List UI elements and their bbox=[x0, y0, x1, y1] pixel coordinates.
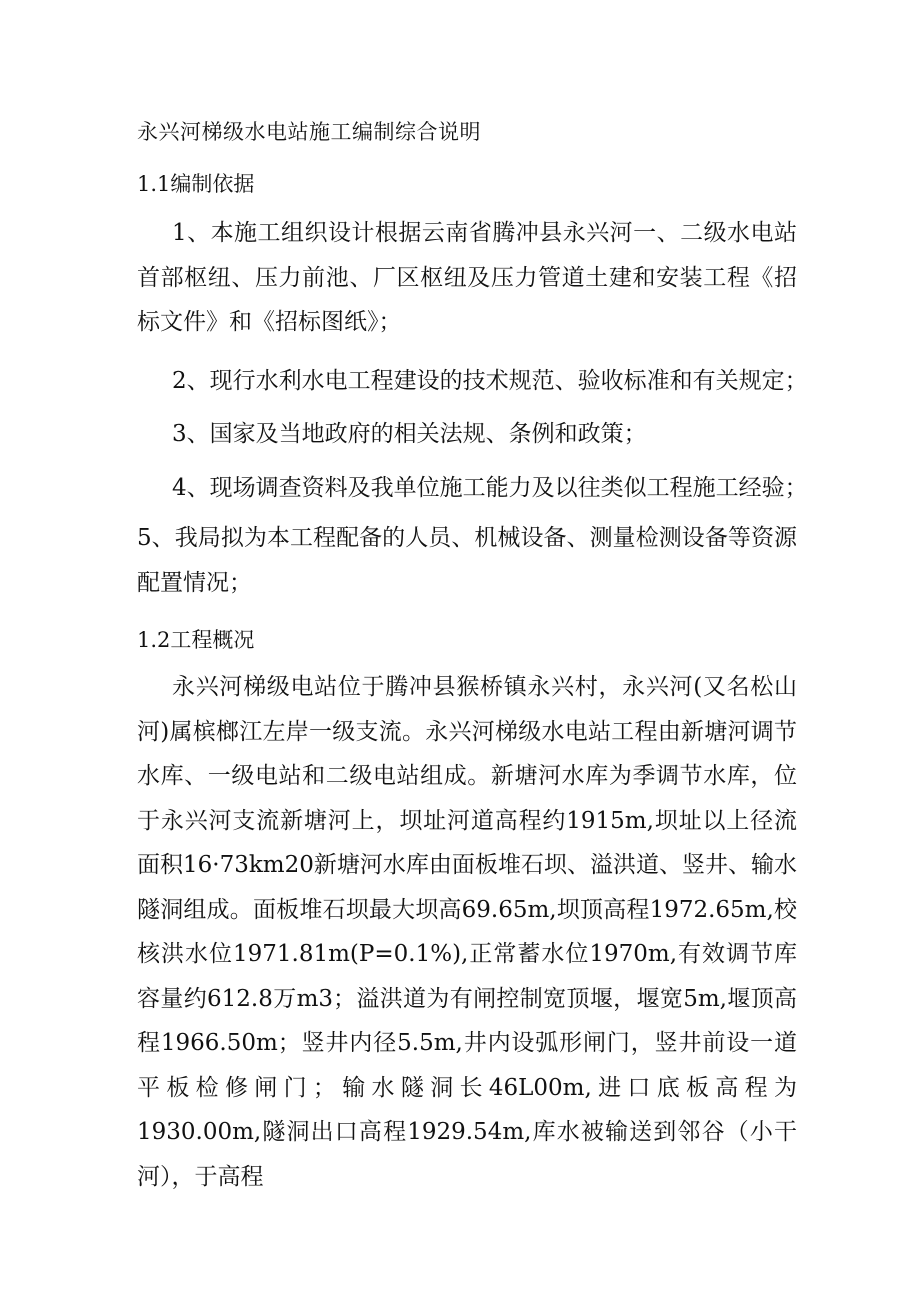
basis-item-1: 1、本施工组织设计根据云南省腾冲县永兴河一、二级水电站首部枢纽、压力前池、厂区枢纽及压力管道土建和安装工程《招标文件》和《招标图纸》； bbox=[137, 220, 797, 335]
basis-item-4: 4、现场调查资料及我单位施工能力及以往类似工程施工经验； bbox=[172, 475, 808, 501]
section-heading-1-2: 1.2工程概况 bbox=[137, 628, 255, 652]
section-heading-1-1: 1.1编制依据 bbox=[137, 172, 255, 196]
project-overview-paragraph: 永兴河梯级电站位于腾冲县猴桥镇永兴村，永兴河(又名松山河)属槟榔江左岸一级支流。永兴河梯级水电站工程由新塘河调节水库、一级电站和二级电站组成。新塘河水库为季调节水库，位于永兴河支流新塘河上，坝址河道高程约1915m,坝址以上径流面积16·73km20新塘河水库由面板堆石坝、溢洪道、竖井、输水隧洞组成。面板堆石坝最大坝高69.65m,坝顶高程1972.65m,校核洪水位1971.81m(P=0.1%),正常蓄水位1970m,有效调节库容量约612.8万m3；溢洪道为有闸控制宽顶堰，堰宽5m,堰顶高程1966.50m；竖井内径5.5m,井内设弧形闸门，竖井前设一道平板检修闸门；输水隧洞长46L00m,进口底板高程为1930.00m,隧洞出口高程1929.54m,库水被输送到邻谷（小干河），于高程 bbox=[137, 674, 797, 1190]
basis-item-3: 3、国家及当地政府的相关法规、条例和政策； bbox=[172, 421, 647, 447]
document-title: 永兴河梯级水电站施工编制综合说明 bbox=[137, 120, 481, 144]
basis-item-5: 5、我局拟为本工程配备的人员、机械设备、测量检测设备等资源配置情况； bbox=[137, 525, 797, 596]
basis-item-2: 2、现行水利水电工程建设的技术规范、验收标准和有关规定； bbox=[172, 368, 808, 394]
